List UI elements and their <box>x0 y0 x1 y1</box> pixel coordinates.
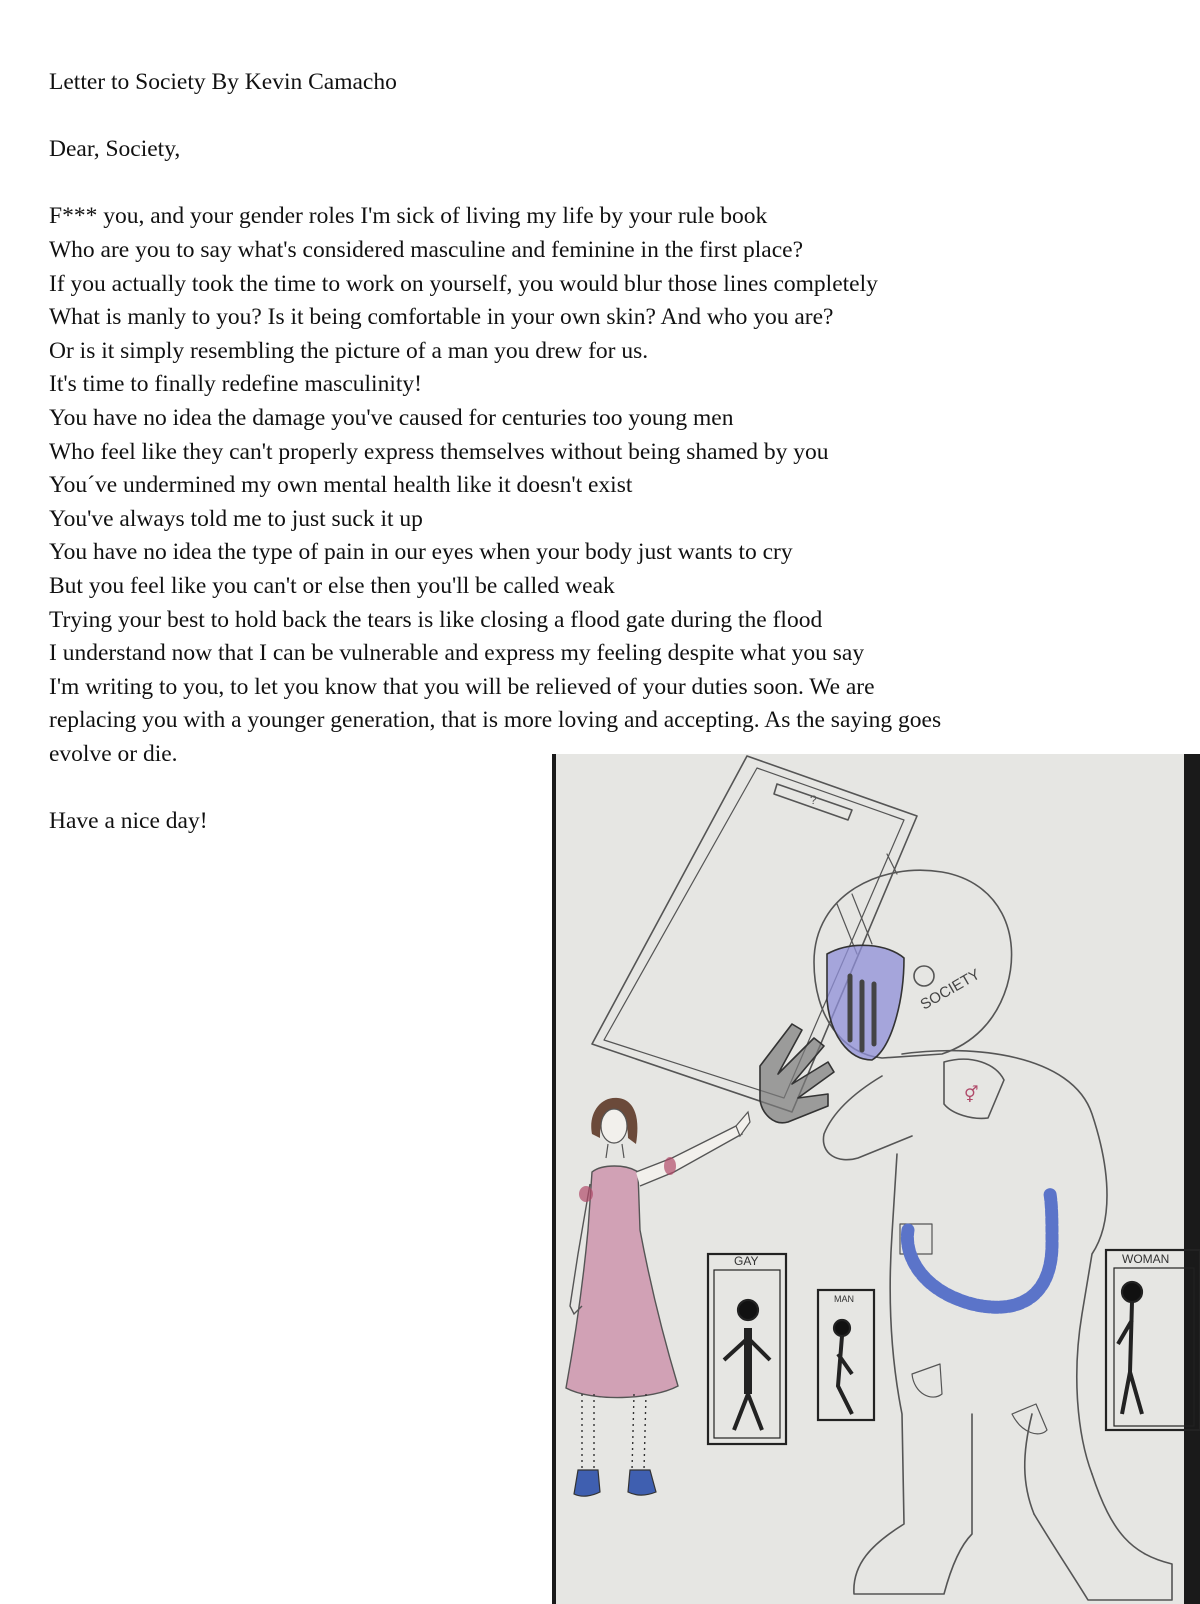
letter-closing: Have a nice day! <box>49 808 208 835</box>
mirror-mark: ? <box>810 793 817 807</box>
spacer <box>49 167 1169 201</box>
body-line: I'm writing to you, to let you know that you will be relieved of your duties soon. We are <box>49 673 875 700</box>
body-line: You´ve undermined my own mental health like it doesn't exist <box>49 472 633 499</box>
body-line: It's time to finally redefine masculinity! <box>49 371 422 398</box>
body-line: What is manly to you? Is it being comfortable in your own skin? And who you are? <box>49 304 834 331</box>
frame-label-woman: WOMAN <box>1122 1252 1170 1266</box>
helmet-label: SOCIETY <box>917 965 984 1014</box>
body-line: I understand now that I can be vulnerable and express my feeling despite what you say <box>49 640 865 667</box>
drawing-svg <box>552 754 1200 1604</box>
body-line: Who are you to say what's considered masculine and feminine in the first place? <box>49 236 804 263</box>
pencil-drawing <box>552 754 1200 1604</box>
body-line: evolve or die. <box>49 740 178 767</box>
body-line: But you feel like you can't or else then you'll be called weak <box>49 572 615 599</box>
body-line: replacing you with a younger generation, that is more loving and accepting. As the saying goes <box>49 707 942 734</box>
frame-label-man: MAN <box>834 1294 854 1304</box>
body-line: You have no idea the type of pain in our eyes when your body just wants to cry <box>49 539 793 566</box>
body-line: You've always told me to just suck it up <box>49 505 423 532</box>
body-line: If you actually took the time to work on yourself, you would blur those lines completely <box>49 270 878 297</box>
letter <box>49 66 1169 839</box>
letter-body <box>49 200 1169 771</box>
body-line: Trying your best to hold back the tears is like closing a flood gate during the flood <box>49 606 823 633</box>
body-line: Who feel like they can't properly express themselves without being shamed by you <box>49 438 829 465</box>
frame-label-gay: GAY <box>734 1254 759 1268</box>
body-line: F*** you, and your gender roles I'm sick of living my life by your rule book <box>49 203 768 230</box>
spacer <box>49 100 1169 134</box>
gender-symbols-icon: ⚥ <box>964 1085 979 1104</box>
letter-salutation: Dear, Society, <box>49 136 181 163</box>
body-line: Or is it simply resembling the picture of a man you drew for us. <box>49 337 649 364</box>
letter-title: Letter to Society By Kevin Camacho <box>49 69 397 95</box>
body-line: You have no idea the damage you've caused for centuries too young men <box>49 404 734 431</box>
